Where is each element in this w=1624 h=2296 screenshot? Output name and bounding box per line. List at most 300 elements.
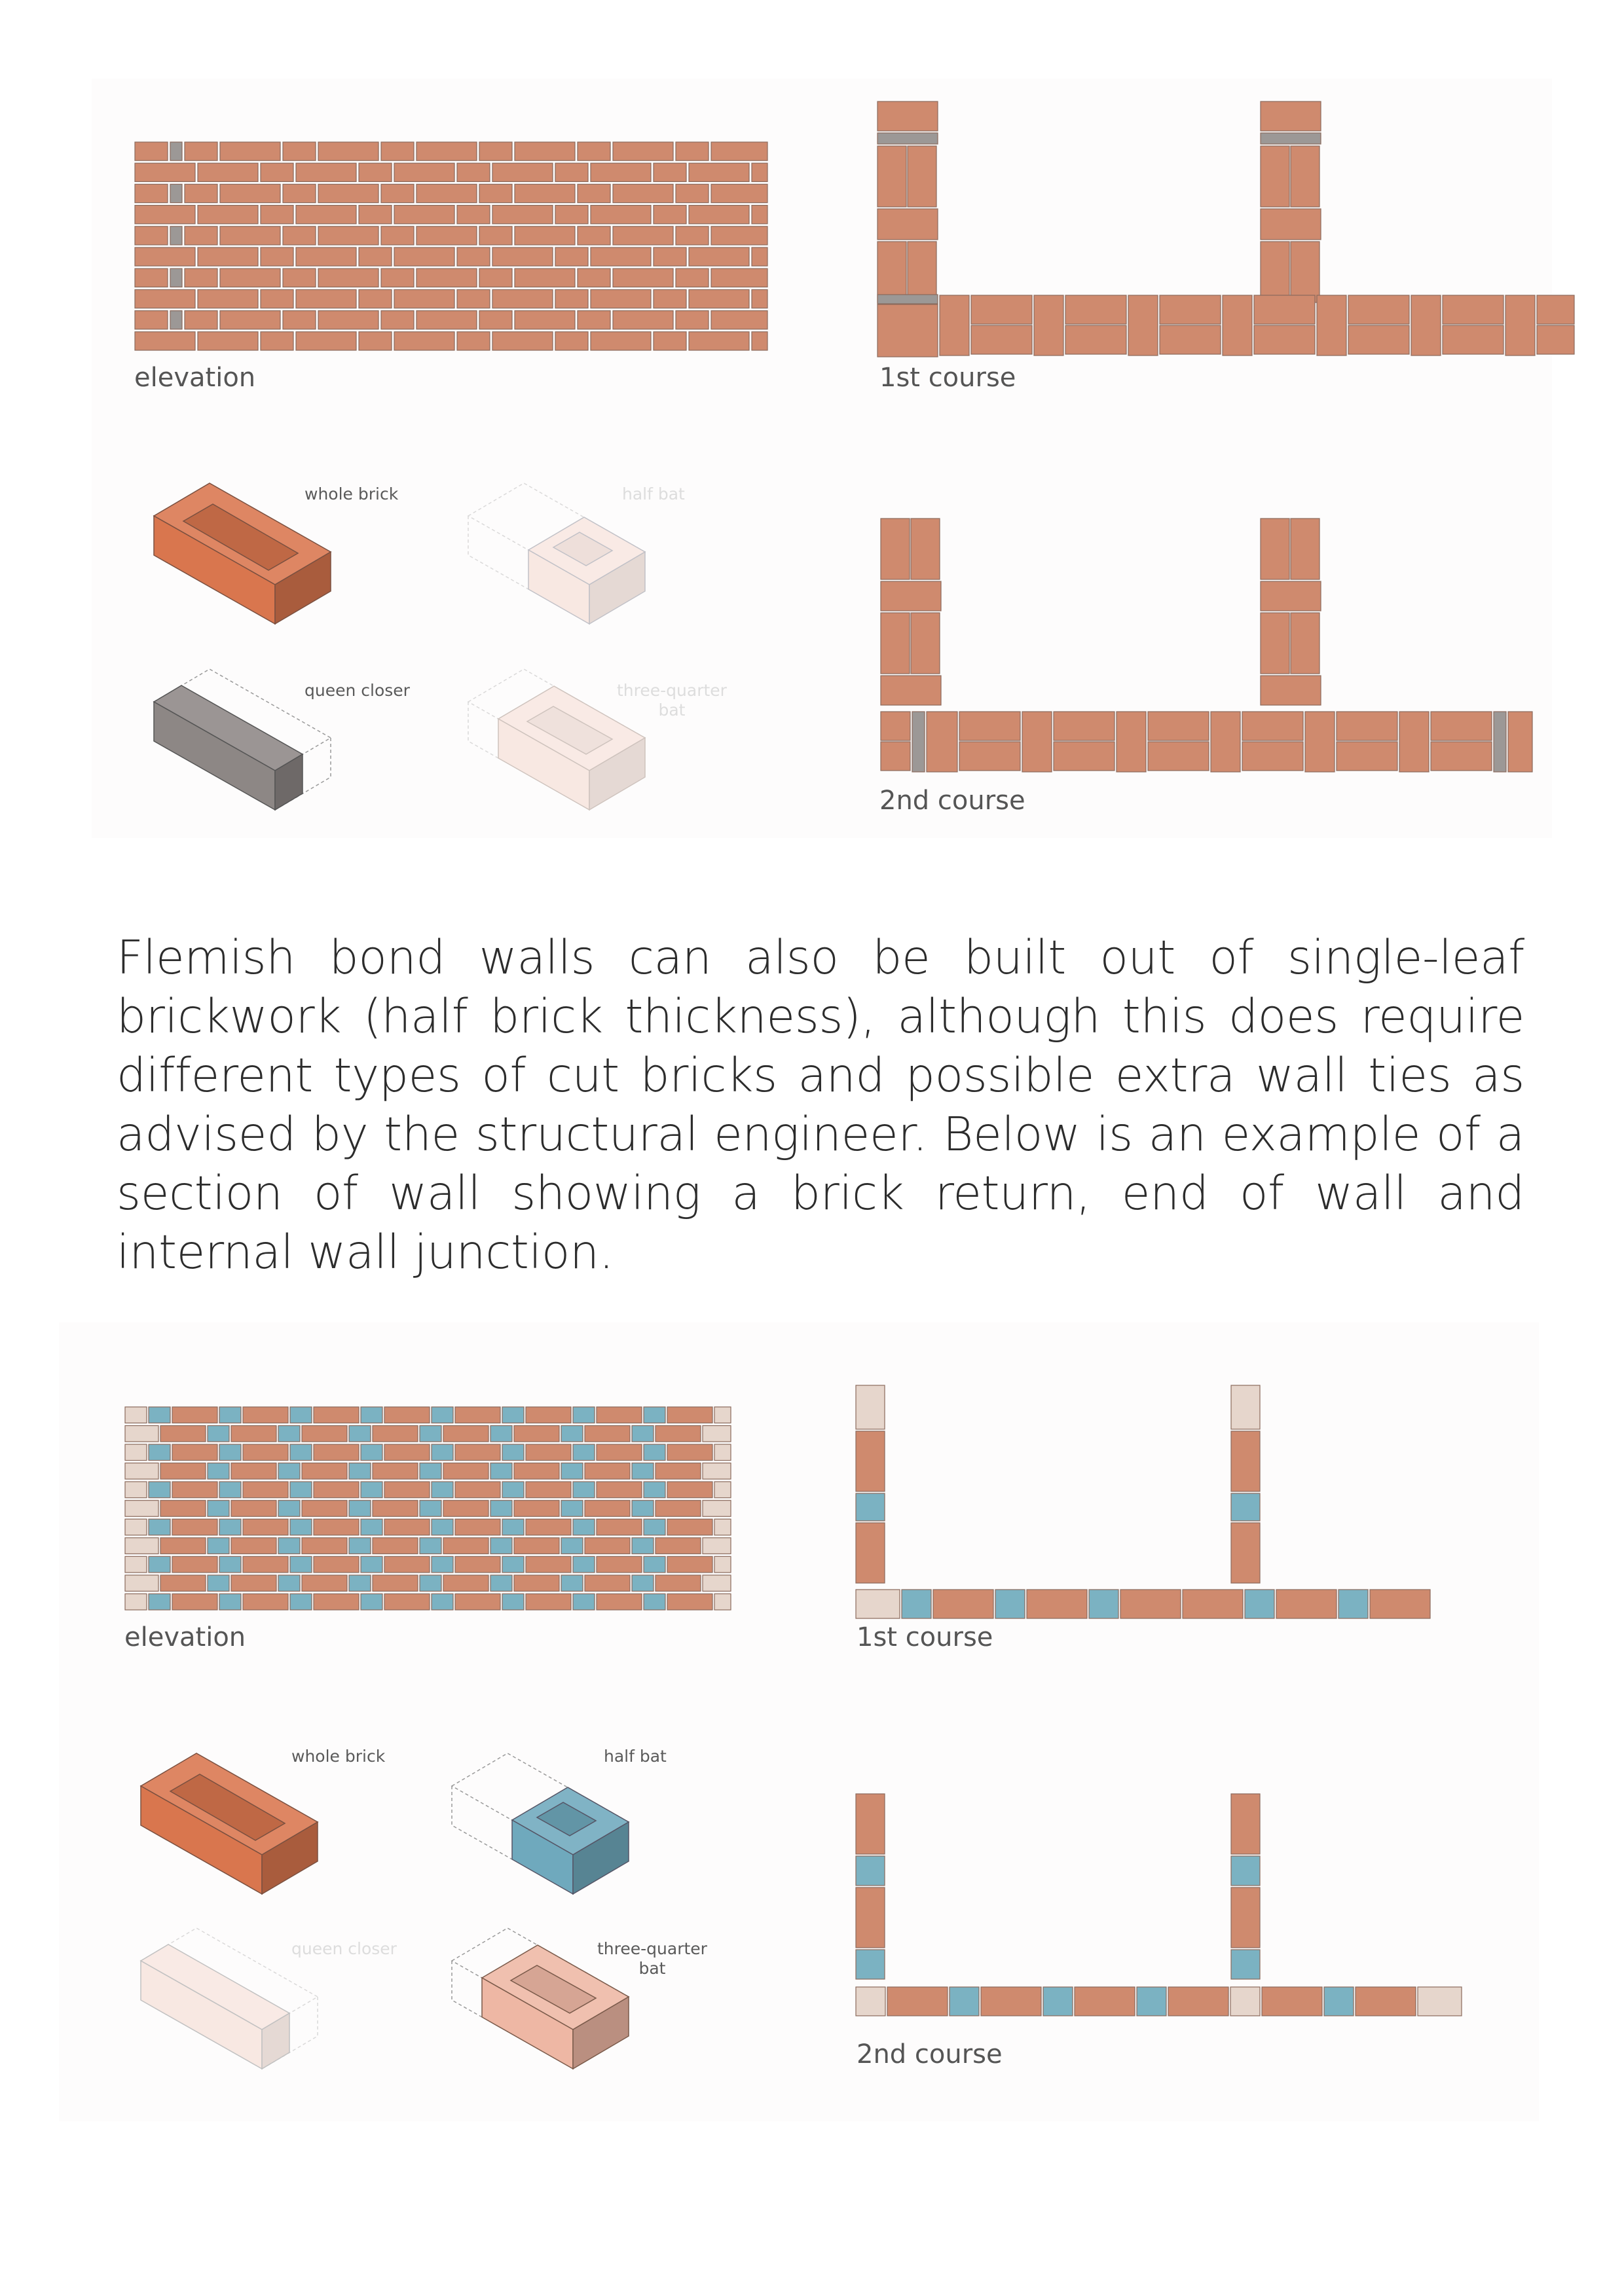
stretcher [160, 1463, 206, 1480]
whole-brick-label: whole brick [304, 484, 399, 503]
stretcher [689, 163, 749, 181]
queen-closer [1494, 712, 1506, 772]
stretcher [135, 247, 195, 266]
stretcher [220, 268, 280, 287]
top-first-course-label: 1st course [879, 363, 1016, 393]
header [654, 163, 686, 181]
stretcher [881, 613, 910, 674]
half-bat [950, 1987, 979, 2016]
half-bat [644, 1519, 665, 1535]
three-quarter-bat [125, 1556, 147, 1573]
stretcher [198, 332, 258, 350]
header [1261, 101, 1321, 131]
iso-brick [452, 1753, 629, 1894]
header [1022, 712, 1052, 772]
stretcher [591, 206, 651, 224]
half-bat [1324, 1987, 1354, 2016]
header [479, 311, 512, 329]
bottom-first-course-plan [856, 1385, 1468, 1620]
stretcher [373, 1501, 418, 1517]
stretcher [296, 332, 356, 350]
stretcher [416, 184, 477, 202]
stretcher [455, 1482, 500, 1498]
stretcher [597, 1594, 642, 1610]
stretcher [243, 1482, 288, 1498]
half-bat [573, 1482, 595, 1498]
stretcher [877, 146, 906, 207]
stretcher [302, 1501, 347, 1517]
half-bat [502, 1594, 524, 1610]
header [1261, 209, 1321, 240]
stretcher [856, 1523, 885, 1583]
stretcher [302, 1538, 347, 1554]
stretcher [515, 227, 575, 245]
three-quarter-bat [714, 1444, 731, 1461]
header [261, 289, 293, 308]
stretcher [689, 247, 749, 266]
stretcher [613, 227, 673, 245]
stretcher [514, 1426, 559, 1442]
three-quarter-bat [125, 1538, 158, 1554]
stretcher [220, 311, 280, 329]
three-quarter-bat [714, 1594, 731, 1610]
stretcher [318, 268, 378, 287]
stretcher [492, 206, 553, 224]
bottom-first-course-label: 1st course [857, 1622, 993, 1652]
three-quarter-bat [125, 1482, 147, 1498]
header [135, 184, 168, 202]
header [261, 247, 293, 266]
queen-closer [877, 295, 938, 304]
bottom-second-course-plan [856, 1794, 1468, 2030]
half-bat [490, 1463, 512, 1480]
half-bat [149, 1407, 170, 1423]
stretcher [526, 1556, 571, 1573]
stretcher [455, 1556, 500, 1573]
stretcher [1065, 325, 1126, 354]
stretcher [1261, 519, 1289, 579]
header [185, 227, 217, 245]
three-quarter-bat [1231, 1385, 1260, 1429]
three-quarter-bat [1418, 1987, 1462, 2016]
header [359, 289, 392, 308]
three-quarter-bat-label-bottom [597, 1939, 707, 1978]
three-quarter-bat [703, 1575, 731, 1592]
stretcher [856, 1431, 885, 1491]
stretcher [585, 1575, 630, 1592]
stretcher [384, 1444, 430, 1461]
three-quarter-bat [714, 1407, 731, 1423]
stretcher [1291, 519, 1320, 579]
stretcher [243, 1407, 288, 1423]
stretcher [220, 227, 280, 245]
stretcher [384, 1407, 430, 1423]
half-bat [995, 1590, 1025, 1618]
stretcher [1370, 1590, 1430, 1618]
stretcher [296, 289, 356, 308]
stretcher [887, 1987, 948, 2016]
three-quarter-bat [125, 1501, 158, 1517]
three-quarter-bat [703, 1538, 731, 1554]
stretcher [667, 1519, 712, 1535]
whole-brick-isometric-bottom [134, 1747, 331, 1904]
stretcher [296, 163, 356, 181]
stretcher [514, 1538, 559, 1554]
stretcher [243, 1556, 288, 1573]
half-bat [149, 1519, 170, 1535]
stretcher [1027, 1590, 1087, 1618]
header [261, 332, 293, 350]
three-quarter-bat-label-bottom-line2: bat [638, 1959, 666, 1978]
half-bat [573, 1444, 595, 1461]
header [676, 184, 709, 202]
header [1411, 295, 1441, 355]
half-bat [149, 1482, 170, 1498]
half-bat [278, 1575, 300, 1592]
stretcher [373, 1426, 418, 1442]
stretcher [231, 1426, 276, 1442]
stretcher [971, 295, 1032, 324]
stretcher [515, 268, 575, 287]
stretcher [416, 142, 477, 160]
header [1211, 712, 1240, 772]
stretcher [160, 1575, 206, 1592]
stretcher [711, 311, 767, 329]
stretcher [1291, 242, 1320, 302]
stretcher [394, 332, 454, 350]
stretcher [198, 247, 258, 266]
stretcher [443, 1501, 489, 1517]
stretcher [243, 1444, 288, 1461]
iso-brick [141, 1753, 318, 1894]
header [1128, 295, 1158, 355]
header [555, 332, 588, 350]
half-bat [420, 1463, 441, 1480]
stretcher [591, 247, 651, 266]
stretcher [443, 1575, 489, 1592]
stretcher [1231, 1431, 1260, 1491]
stretcher [198, 206, 258, 224]
stretcher [384, 1482, 430, 1498]
stretcher [514, 1463, 559, 1480]
half-bat [490, 1538, 512, 1554]
stretcher [318, 227, 378, 245]
half-bat [219, 1444, 241, 1461]
stretcher [302, 1426, 347, 1442]
half-bat [432, 1407, 453, 1423]
body-paragraph: Flemish bond walls can also be built out of single-leaf brickwork (half brick thickness), although this does require different types of cut bricks and possible extra wall ties as advised by the structural engineer. Below is an example of a section of wall showing a brick return, end of wall and internal wall junction. [117, 930, 1524, 1279]
stretcher [1120, 1590, 1181, 1618]
half-bat [349, 1575, 371, 1592]
half-bat [432, 1444, 453, 1461]
header [1508, 712, 1532, 772]
stretcher [135, 332, 195, 350]
header [555, 247, 588, 266]
stretcher [881, 742, 910, 771]
half-bat [644, 1556, 665, 1573]
header [185, 184, 217, 202]
stretcher [1291, 146, 1320, 207]
three-quarter-bat [703, 1426, 731, 1442]
header [877, 209, 938, 240]
stretcher [526, 1482, 571, 1498]
three-quarter-bat [125, 1463, 158, 1480]
header [1261, 676, 1321, 705]
stretcher [314, 1407, 359, 1423]
header [457, 163, 490, 181]
queen-closer [170, 184, 182, 202]
stretcher [515, 184, 575, 202]
header [457, 332, 490, 350]
stretcher [881, 519, 910, 579]
queen-closer [877, 133, 938, 144]
half-bat [349, 1501, 371, 1517]
header [654, 289, 686, 308]
stretcher [526, 1407, 571, 1423]
stretcher [1431, 712, 1492, 740]
half-bat [432, 1556, 453, 1573]
half-bat [290, 1482, 312, 1498]
three-quarter-bat-label-line1: three-quarter [617, 681, 727, 700]
stretcher [455, 1444, 500, 1461]
stretcher [394, 206, 454, 224]
half-bat [632, 1426, 654, 1442]
stretcher [416, 227, 477, 245]
header [185, 142, 217, 160]
half-bat [1137, 1987, 1166, 2016]
stretcher [514, 1501, 559, 1517]
half-bat [632, 1463, 654, 1480]
stretcher [394, 247, 454, 266]
header [479, 142, 512, 160]
stretcher [1242, 712, 1303, 740]
stretcher [1537, 295, 1574, 324]
half-bat [361, 1482, 382, 1498]
header [359, 163, 392, 181]
stretcher [655, 1501, 701, 1517]
stretcher [172, 1482, 217, 1498]
stretcher [597, 1482, 642, 1498]
header [359, 247, 392, 266]
three-quarter-bat [714, 1482, 731, 1498]
stretcher [1075, 1987, 1135, 2016]
half-bat [420, 1501, 441, 1517]
half-bat [632, 1538, 654, 1554]
stretcher [689, 332, 749, 350]
header [1223, 295, 1252, 355]
stretcher [526, 1519, 571, 1535]
stretcher [911, 613, 940, 674]
stretcher [711, 268, 767, 287]
stretcher [752, 163, 767, 181]
half-bat [149, 1444, 170, 1461]
header [135, 268, 168, 287]
half-bat [1231, 1856, 1260, 1886]
half-bat [361, 1594, 382, 1610]
half-bat [502, 1407, 524, 1423]
half-bat [573, 1519, 595, 1535]
stretcher [752, 206, 767, 224]
stretcher [908, 146, 936, 207]
header [676, 142, 709, 160]
half-bat [349, 1463, 371, 1480]
stretcher [613, 184, 673, 202]
stretcher [1443, 295, 1504, 324]
half-bat [1245, 1590, 1274, 1618]
stretcher [443, 1463, 489, 1480]
half-bat [208, 1426, 229, 1442]
stretcher [302, 1463, 347, 1480]
stretcher [667, 1407, 712, 1423]
stretcher [231, 1538, 276, 1554]
half-bat [361, 1444, 382, 1461]
stretcher [856, 1794, 885, 1854]
half-bat [290, 1519, 312, 1535]
stretcher [1160, 295, 1221, 324]
stretcher [711, 227, 767, 245]
half-bat [644, 1482, 665, 1498]
stretcher [135, 163, 195, 181]
half-bat [1043, 1987, 1073, 2016]
stretcher [1242, 742, 1303, 771]
stretcher [667, 1482, 712, 1498]
half-bat [573, 1407, 595, 1423]
stretcher [613, 142, 673, 160]
bottom-elevation-wall [124, 1406, 732, 1612]
header [578, 311, 610, 329]
stretcher [667, 1444, 712, 1461]
stretcher [198, 163, 258, 181]
top-elevation-label: elevation [134, 363, 256, 393]
header [381, 184, 414, 202]
stretcher [1054, 742, 1115, 771]
header [479, 268, 512, 287]
stretcher [296, 206, 356, 224]
half-bat [208, 1575, 229, 1592]
stretcher [1348, 295, 1409, 324]
three-quarter-bat [856, 1987, 885, 2016]
half-bat [219, 1594, 241, 1610]
stretcher [160, 1426, 206, 1442]
header [555, 206, 588, 224]
half-bat [432, 1594, 453, 1610]
three-quarter-bat-label-bottom-line1: three-quarter [597, 1939, 707, 1958]
header [283, 227, 316, 245]
stretcher [752, 289, 767, 308]
stretcher [492, 289, 553, 308]
half-bat [278, 1463, 300, 1480]
stretcher [1065, 295, 1126, 324]
top-second-course-label: 2nd course [879, 786, 1025, 816]
header [457, 206, 490, 224]
stretcher [492, 332, 553, 350]
stretcher [971, 325, 1032, 354]
header [457, 247, 490, 266]
half-bat [561, 1575, 583, 1592]
three-quarter-bat [714, 1556, 731, 1573]
header [283, 268, 316, 287]
stretcher [1348, 325, 1409, 354]
stretcher [314, 1556, 359, 1573]
header [578, 184, 610, 202]
bottom-elevation-label: elevation [124, 1622, 246, 1652]
stretcher [135, 289, 195, 308]
half-bat [219, 1519, 241, 1535]
half-bat [902, 1590, 931, 1618]
half-bat [573, 1594, 595, 1610]
header [1305, 712, 1335, 772]
stretcher [1262, 1987, 1322, 2016]
half-bat-label-bottom: half bat [604, 1747, 667, 1766]
header [381, 268, 414, 287]
header [1116, 712, 1146, 772]
stretcher [172, 1444, 217, 1461]
header [881, 676, 941, 705]
stretcher [591, 332, 651, 350]
half-bat [490, 1501, 512, 1517]
stretcher [172, 1407, 217, 1423]
stretcher [384, 1556, 430, 1573]
half-bat [561, 1538, 583, 1554]
stretcher [1443, 325, 1504, 354]
half-bat [361, 1556, 382, 1573]
half-bat [361, 1407, 382, 1423]
stretcher [373, 1538, 418, 1554]
header [185, 311, 217, 329]
header [940, 295, 969, 355]
stretcher [597, 1519, 642, 1535]
half-bat [644, 1407, 665, 1423]
header [881, 581, 941, 611]
stretcher [597, 1444, 642, 1461]
half-bat [149, 1594, 170, 1610]
stretcher [1337, 742, 1397, 771]
three-quarter-bat [703, 1501, 731, 1517]
half-bat [290, 1444, 312, 1461]
header [381, 142, 414, 160]
stretcher [667, 1556, 712, 1573]
header [283, 184, 316, 202]
stretcher [597, 1407, 642, 1423]
queen-closer [170, 227, 182, 245]
queen-closer [170, 268, 182, 287]
header [381, 227, 414, 245]
half-bat [432, 1482, 453, 1498]
stretcher [455, 1519, 500, 1535]
half-bat [561, 1501, 583, 1517]
header [676, 227, 709, 245]
header [135, 311, 168, 329]
stretcher [1231, 1794, 1260, 1854]
three-quarter-bat [125, 1444, 147, 1461]
stretcher [752, 247, 767, 266]
stretcher [1160, 325, 1221, 354]
header [654, 247, 686, 266]
stretcher [302, 1575, 347, 1592]
half-bat [420, 1426, 441, 1442]
stretcher [515, 142, 575, 160]
stretcher [416, 268, 477, 287]
half-bat [219, 1556, 241, 1573]
half-bat [420, 1538, 441, 1554]
stretcher [314, 1594, 359, 1610]
stretcher [1261, 613, 1289, 674]
stretcher [135, 206, 195, 224]
stretcher [314, 1519, 359, 1535]
stretcher [585, 1538, 630, 1554]
stretcher [526, 1594, 571, 1610]
stretcher [591, 163, 651, 181]
